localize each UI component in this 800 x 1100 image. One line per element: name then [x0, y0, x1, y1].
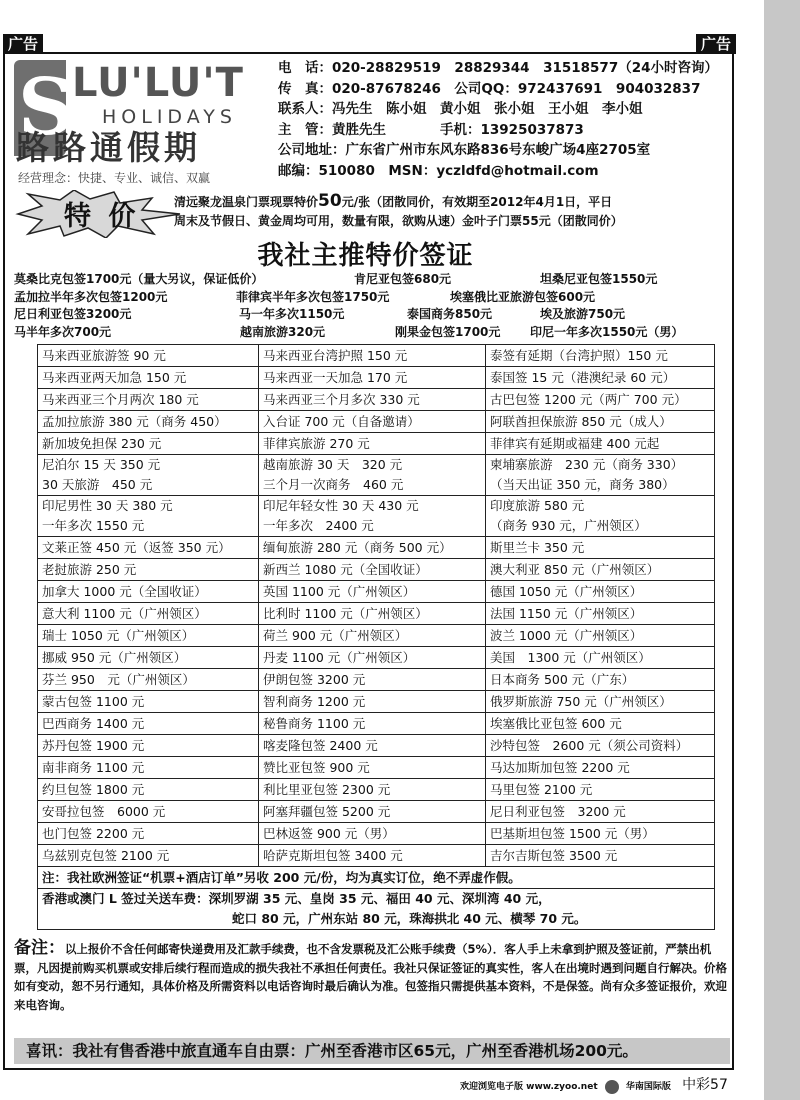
price-cell: 波兰 1000 元（广州领区）: [486, 625, 715, 647]
price-cell: 马里包签 2100 元: [486, 779, 715, 801]
logo-holidays: HOLIDAYS: [102, 106, 237, 128]
price-cell: 马来西亚台湾护照 150 元: [259, 345, 486, 367]
page-number: 中彩57: [682, 1077, 728, 1093]
contact-persons: 联系人：冯先生 陈小姐 黄小姐 张小姐 王小姐 李小姐: [278, 101, 643, 117]
table-row: [38, 411, 715, 433]
price-cell: 安哥拉包签 6000 元: [38, 801, 259, 823]
price-cell: 美国 1300 元（广州领区）: [486, 647, 715, 669]
price-cell: 马来西亚两天加急 150 元: [38, 367, 259, 389]
table-row: [38, 779, 715, 801]
special-offer: [14, 190, 732, 238]
price-cell: 马达加斯加包签 2200 元: [486, 757, 715, 779]
visa-headline: 我社主推特价签证: [257, 241, 474, 271]
price-cell: 孟加拉旅游 380 元（商务 450）: [38, 411, 259, 433]
contact-fax: 传 真：020-87678246 公司QQ：972437691 904032837: [278, 80, 701, 97]
price-cell: 法国 1150 元（广州领区）: [486, 603, 715, 625]
price-cell: 阿塞拜疆包签 5200 元: [259, 801, 486, 823]
price-cell: 南非商务 1100 元: [38, 757, 259, 779]
price-cell: 荷兰 900 元（广州领区）: [259, 625, 486, 647]
brand-logo-icon: [605, 1080, 619, 1094]
price-cell: 越南旅游 30 天 320 元 三个月一次商务 460 元: [259, 455, 486, 496]
hk-transfer-note: 香港或澳门 L 签过关送车费：深圳罗湖 35 元、皇岗 35 元、福田 40 元、深圳湾 40 元， 蛇口 80 元，广州东站 80 元，珠海拱北 40 元、横琴 70 元。: [38, 889, 715, 930]
footer-brand: 华南国际版: [625, 1082, 671, 1092]
price-cell: 加拿大 1000 元（全国收证）: [38, 581, 259, 603]
price-cell: 意大利 1100 元（广州领区）: [38, 603, 259, 625]
table-row: [38, 713, 715, 735]
price-cell: 苏丹包签 1900 元: [38, 735, 259, 757]
table-row: [38, 537, 715, 559]
table-row: [38, 581, 715, 603]
price-cell: 蒙古包签 1100 元: [38, 691, 259, 713]
ad-tag-left: 广告: [3, 34, 43, 54]
table-row: [38, 367, 715, 389]
price-cell: 赞比亚包签 900 元: [259, 757, 486, 779]
contact-block: [278, 58, 728, 181]
featured-row: 孟加拉半年多次包签1200元 菲律宾半年多次包签1750元 埃塞俄比亚旅游包签600元: [14, 289, 596, 304]
price-cell: 菲律宾旅游 270 元: [259, 433, 486, 455]
price-cell: 德国 1050 元（广州领区）: [486, 581, 715, 603]
price-cell: 入台证 700 元（自备邀请）: [259, 411, 486, 433]
table-row: [38, 823, 715, 845]
price-cell: 埃塞俄比亚包签 600 元: [486, 713, 715, 735]
price-cell: 柬埔寨旅游 230 元（商务 330） （当天出证 350 元，商务 380）: [486, 455, 715, 496]
contact-address: 公司地址：广东省广州市东风东路836号东峻广场4座2705室: [278, 142, 651, 158]
table-row: [38, 389, 715, 411]
table-row: [38, 625, 715, 647]
contact-manager: 主 管：黄胜先生 手机：13925037873: [278, 121, 584, 138]
featured-row: 马半年多次700元 越南旅游320元 刚果金包签1700元 印尼一年多次1550元（男）: [14, 325, 684, 340]
price-cell: 文莱正签 450 元（返签 350 元）: [38, 537, 259, 559]
price-cell: 瑞士 1050 元（广州领区）: [38, 625, 259, 647]
price-cell: 马来西亚三个月两次 180 元: [38, 389, 259, 411]
price-cell: 比利时 1100 元（广州领区）: [259, 603, 486, 625]
remarks: [14, 939, 732, 1014]
price-cell: 俄罗斯旅游 750 元（广州领区）: [486, 691, 715, 713]
table-row: [38, 496, 715, 537]
price-cell: 泰签有延期（台湾护照）150 元: [486, 345, 715, 367]
price-cell: 乌兹别克包签 2100 元: [38, 845, 259, 867]
table-row: [38, 455, 715, 496]
good-news-banner: 喜讯：我社有售香港中旅直通车自由票：广州至香港市区65元，广州至香港机场200元。: [14, 1038, 730, 1064]
special-description: 清远聚龙温泉门票现票特价50元/张（团散同价，有效期至2012年4月1日，平日 周末及节假日、黄金周均可用，数量有限，欲购从速）金叶子门票55元（团散同价）: [174, 191, 623, 228]
price-cell: 芬兰 950 元（广州领区）: [38, 669, 259, 691]
page-edge-strip: [764, 0, 800, 1100]
table-row: [38, 691, 715, 713]
ad-tag-right: 广告: [696, 34, 736, 54]
table-row: [38, 801, 715, 823]
price-cell: 喀麦隆包签 2400 元: [259, 735, 486, 757]
price-cell: 泰国签 15 元（港澳纪录 60 元）: [486, 367, 715, 389]
price-cell: 沙特包签 2600 元（须公司资料）: [486, 735, 715, 757]
price-cell: 吉尔吉斯包签 3500 元: [486, 845, 715, 867]
price-cell: 伊朗包签 3200 元: [259, 669, 486, 691]
page-footer: [460, 1074, 728, 1094]
logo-mark-icon: S: [14, 60, 66, 156]
price-cell: 秘鲁商务 1100 元: [259, 713, 486, 735]
table-row: [38, 757, 715, 779]
price-cell: 巴西商务 1400 元: [38, 713, 259, 735]
price-cell: 巴林返签 900 元（男）: [259, 823, 486, 845]
table-row: [38, 845, 715, 867]
price-cell: 新西兰 1080 元（全国收证）: [259, 559, 486, 581]
visa-price-table: [37, 344, 715, 930]
price-cell: 英国 1100 元（广州领区）: [259, 581, 486, 603]
table-row: [38, 559, 715, 581]
price-cell: 马来西亚旅游签 90 元: [38, 345, 259, 367]
company-logo: [14, 58, 262, 188]
table-row: [38, 345, 715, 367]
price-cell: 印尼年轻女性 30 天 430 元 一年多次 2400 元: [259, 496, 486, 537]
price-cell: 马来西亚三个月多次 330 元: [259, 389, 486, 411]
featured-row: 莫桑比克包签1700元（量大另议，保证低价） 肯尼亚包签680元 坦桑尼亚包签1550元: [14, 272, 658, 286]
price-cell: 也门包签 2200 元: [38, 823, 259, 845]
price-cell: 老挝旅游 250 元: [38, 559, 259, 581]
price-cell: 尼泊尔 15 天 350 元 30 天旅游 450 元: [38, 455, 259, 496]
price-cell: 马来西亚一天加急 170 元: [259, 367, 486, 389]
featured-visa-list: [14, 270, 724, 341]
footer-website: 欢迎浏览电子版 www.zyoo.net: [460, 1082, 598, 1092]
price-cell: 菲律宾有延期或福建 400 元起: [486, 433, 715, 455]
price-cell: 斯里兰卡 350 元: [486, 537, 715, 559]
price-cell: 约旦包签 1800 元: [38, 779, 259, 801]
price-cell: 印尼男性 30 天 380 元 一年多次 1550 元: [38, 496, 259, 537]
price-cell: 利比里亚包签 2300 元: [259, 779, 486, 801]
contact-phone: 电 话：020-28829519 28829344 31518577（24小时咨询）: [278, 60, 719, 76]
price-cell: 缅甸旅游 280 元（商务 500 元）: [259, 537, 486, 559]
logo-slogan: 经营理念：快捷、专业、诚信、双赢: [18, 171, 211, 185]
price-cell: 哈萨克斯坦包签 3400 元: [259, 845, 486, 867]
remarks-text: 以上报价不含任何邮寄快递费用及汇款手续费，也不含发票税及汇公账手续费（5%）．客人手上未拿到护照及签证前，严禁出机票，凡因提前购买机票或安排后续行程而造成的损失我社不承担任何责任。我社只保证签证的真实性，客人在出境时遇到问题自行解决。价格如有变动，恕不另行通知，具体价格及所需资料以电话咨询时最后确认为准。包签指只需提供基本资料，不是保签。尚有众多签证报价，欢迎来电咨询。: [14, 942, 727, 1012]
price-cell: 古巴包签 1200 元（两广 700 元）: [486, 389, 715, 411]
contact-postcode: 邮编：510080 MSN：yczldfd@hotmail.com: [278, 162, 599, 179]
table-row: [38, 735, 715, 757]
logo-chinese-name: 路路通假期: [16, 128, 201, 167]
price-cell: 日本商务 500 元（广东）: [486, 669, 715, 691]
featured-row: 尼日利亚包签3200元 马一年多次1150元 泰国商务850元 埃及旅游750元: [14, 307, 626, 322]
table-row: [38, 669, 715, 691]
price-cell: 丹麦 1100 元（广州领区）: [259, 647, 486, 669]
table-note: 注：我社欧洲签证“机票+酒店订单”另收 200 元/份，均为真实订位，绝不弄虚作假。: [38, 867, 715, 889]
logo-brand-name: LU'LU'T: [72, 60, 244, 106]
price-cell: 澳大利亚 850 元（广州领区）: [486, 559, 715, 581]
table-row: [38, 433, 715, 455]
table-row: [38, 603, 715, 625]
price-cell: 印度旅游 580 元 （商务 930 元，广州领区）: [486, 496, 715, 537]
price-cell: 智利商务 1200 元: [259, 691, 486, 713]
price-cell: 阿联酋担保旅游 850 元（成人）: [486, 411, 715, 433]
price-cell: 新加坡免担保 230 元: [38, 433, 259, 455]
price-cell: 尼日利亚包签 3200 元: [486, 801, 715, 823]
table-row: [38, 647, 715, 669]
special-label: 特 价: [64, 201, 140, 232]
remarks-label: 备注：: [14, 938, 65, 958]
price-cell: 巴基斯坦包签 1500 元（男）: [486, 823, 715, 845]
price-cell: 挪威 950 元（广州领区）: [38, 647, 259, 669]
